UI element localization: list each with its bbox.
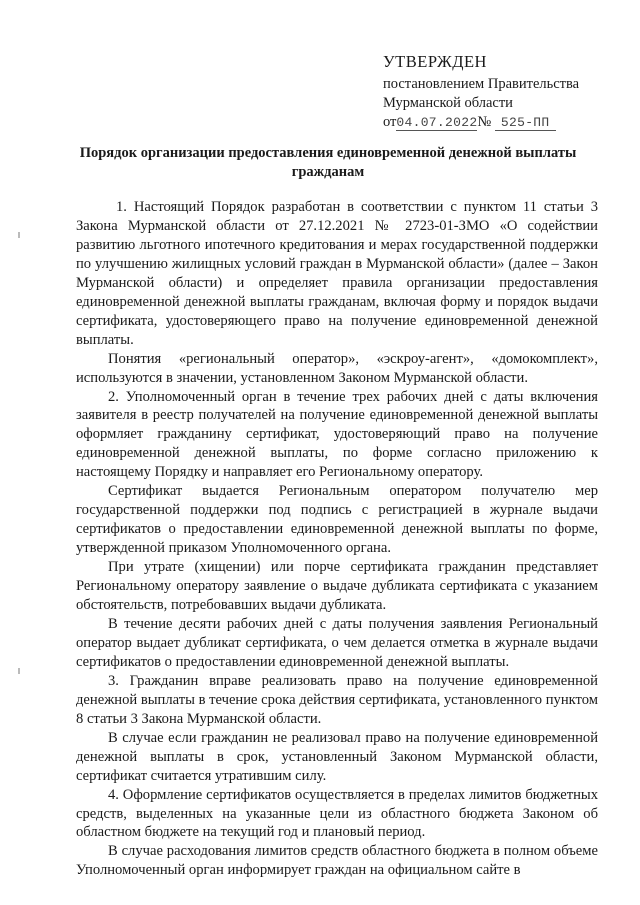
- paragraph-5: При утрате (хищении) или порче сертификата гражданин представляет Региональному оператору заявление о выдаче дубликата сертификата с указанием обстоятельств, потребовавших выдачи дубликата.: [76, 559, 598, 614]
- paragraph-9: 4. Оформление сертификатов осуществляется в пределах лимитов бюджетных средств, выделенных на указанные цели из областного бюджета Законом об областном бюджете на текущий год и плановый период.: [76, 786, 598, 841]
- approval-line-1: постановлением Правительства: [383, 76, 580, 92]
- paragraph-10: В случае расходования лимитов средств областного бюджета в полном объеме Уполномоченный орган информирует граждан на официальном сайте в: [76, 843, 598, 879]
- paragraph-1: 1. Настоящий Порядок разработан в соответствии с пунктом 11 статьи 3 Закона Мурманской области от 27.12.2021 № 2723-01-ЗМО «О содействии развитию льготного ипотечного кредитования и мерах государственной поддержки по улучшению жилищных условий граждан в Мурманской области» (далее – Закон Мурманской области) и определяет правила организации предоставления единовременной денежной выплаты гражданам, включая форму и порядок выдачи сертификата, удостоверяющего право на получение единовременной денежной выплаты.: [76, 199, 598, 348]
- paragraph-4: Сертификат выдается Региональным оператором получателю мер государственной поддержки под подпись с регистрацией в журнале выдачи сертификатов о предоставлении единовременной денежной выплаты по форме, утвержденной приказом Уполномоченного органа.: [76, 483, 598, 557]
- approval-heading: УТВЕРЖДЕН: [383, 52, 487, 71]
- approval-date-line: [383, 113, 623, 132]
- paragraph-7: 3. Гражданин вправе реализовать право на получение единовременной денежной выплаты в течение срока действия сертификата, установленного пунктом 8 статьи 3 Закона Мурманской области.: [76, 672, 598, 727]
- document-body: [76, 198, 598, 880]
- scan-mark: [18, 232, 20, 238]
- paragraph-8: В случае если гражданин не реализовал право на получение единовременной денежной выплаты в срок, установленный Законом Мурманской области, сертификат считается утратившим силу.: [76, 729, 598, 784]
- approval-number: 525-ПП: [495, 115, 556, 131]
- document-title: Порядок организации предоставления единовременной денежной выплаты гражданам: [79, 145, 577, 180]
- approval-stamp: [383, 52, 623, 132]
- approval-number-prefix: №: [477, 114, 492, 130]
- paragraph-3: 2. Уполномоченный орган в течение трех рабочих дней с даты включения заявителя в реестр получателей на получение единовременной денежной выплаты оформляет гражданину сертификат, удостоверяющий право на получение единовременной денежной выплаты, по форме согласно приложению к настоящему Порядку и направляет его Региональному оператору.: [76, 388, 598, 481]
- approval-date: 04.07.2022: [396, 115, 478, 130]
- paragraph-6: В течение десяти рабочих дней с даты получения заявления Региональный оператор выдает дубликат сертификата, о чем делается отметка в журнале выдачи сертификатов о предоставлении единовременной денежной выплаты.: [76, 615, 598, 670]
- approval-from-prefix: от: [383, 114, 397, 130]
- scan-mark: [18, 668, 20, 674]
- paragraph-2: Понятия «региональный оператор», «эскроу-агент», «домокомплект», используются в значении, установленном Законом Мурманской области.: [76, 350, 598, 386]
- approval-line-2: Мурманской области: [383, 95, 513, 111]
